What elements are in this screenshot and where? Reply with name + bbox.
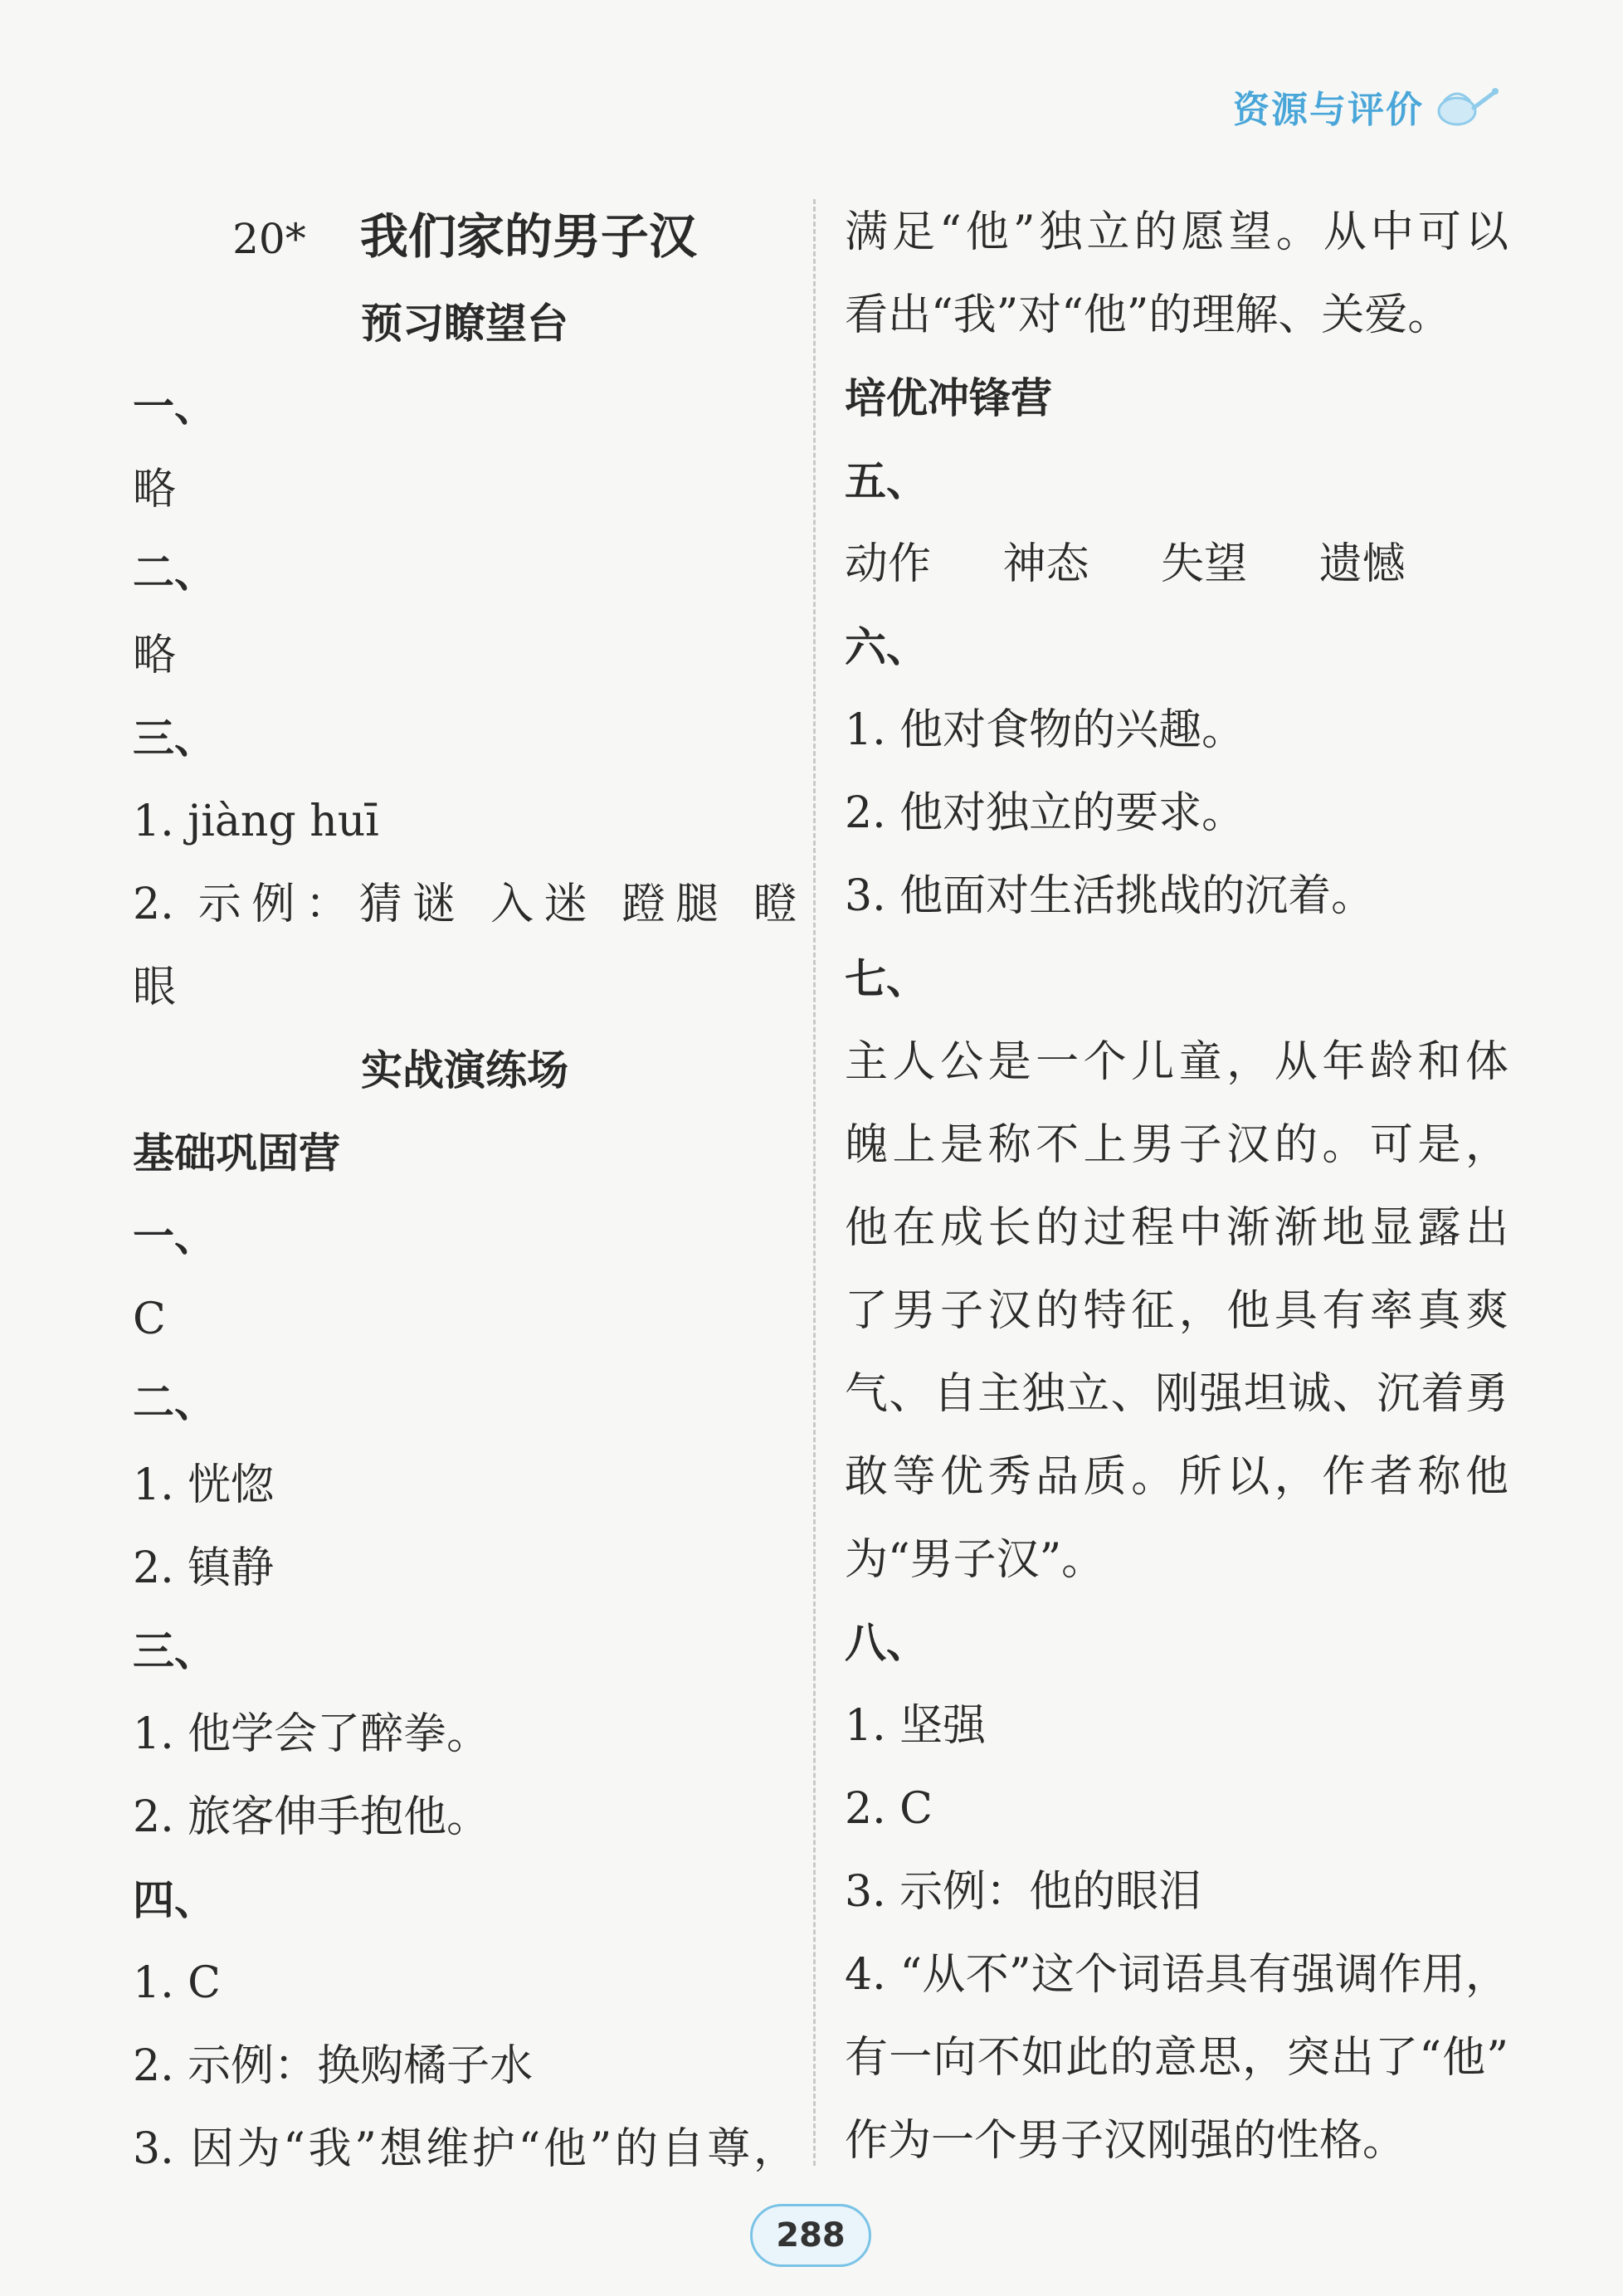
answer-line: 主人公是一个儿童，从年龄和体 xyxy=(845,1037,1508,1087)
answer-line: 了男子汉的特征，他具有率真爽 xyxy=(845,1286,1508,1336)
answer-line: 1. 他学会了醉拳。 xyxy=(133,1709,490,1759)
section-title-preview: 预习瞭望台 xyxy=(361,300,568,348)
answer-line: 敢等优秀品质。所以，作者称他 xyxy=(845,1452,1508,1502)
answer-line: 为“男子汉”。 xyxy=(845,1535,1105,1585)
answer-line: 眼 xyxy=(133,963,177,1012)
answer-line: 略 xyxy=(133,631,177,680)
answer-line: 3. 因为“我”想维护“他”的自尊， xyxy=(133,2124,797,2174)
answer-line: 3. 他面对生活挑战的沉着。 xyxy=(845,871,1375,921)
header-brand xyxy=(1233,80,1499,133)
answer-line: 他在成长的过程中渐渐地显露出 xyxy=(845,1203,1508,1253)
brand-text: 资源与评价 xyxy=(1233,89,1424,131)
question-number: 三、 xyxy=(133,1627,216,1675)
answer-word: 入迷 xyxy=(490,880,598,929)
question-number: 六、 xyxy=(845,623,928,671)
answer-word: 失望 xyxy=(1161,539,1248,589)
question-number: 一、 xyxy=(133,1212,216,1260)
answer-line: 略 xyxy=(133,465,177,514)
answer-line xyxy=(845,523,1508,606)
answer-line: 2. C xyxy=(845,1784,933,1834)
answer-word: 动作 xyxy=(845,539,932,589)
answer-line: 魄上是称不上男子汉的。可是， xyxy=(845,1120,1508,1170)
answer-line: 作为一个男子汉刚强的性格。 xyxy=(845,2116,1406,2166)
question-number: 二、 xyxy=(133,1378,216,1426)
answer-line: 4. “从不”这个词语具有强调作用， xyxy=(845,1950,1508,2000)
answer-line: 1. C xyxy=(133,1958,221,2008)
answer-label: 2. 示例： xyxy=(133,880,359,929)
question-number: 三、 xyxy=(133,714,216,763)
question-number: 八、 xyxy=(845,1619,928,1667)
answer-line xyxy=(133,863,797,946)
page-number: 288 xyxy=(750,2204,871,2267)
answer-line: 2. 旅客伸手抱他。 xyxy=(133,1792,490,1842)
left-column xyxy=(133,191,797,2191)
question-number: 二、 xyxy=(133,548,216,597)
answer-line: 1. 恍惚 xyxy=(133,1460,275,1510)
answer-line: 1. jiàng huī xyxy=(133,797,379,846)
answer-line: 看出“我”对“他”的理解、关爱。 xyxy=(845,290,1451,340)
question-number: 五、 xyxy=(845,457,928,505)
lesson-title: 我们家的男子汉 xyxy=(359,208,697,265)
answer-line: 有一向不如此的意思，突出了“他” xyxy=(845,2033,1508,2083)
answer-line: 2. 他对独立的要求。 xyxy=(845,788,1245,838)
answer-word: 遗憾 xyxy=(1318,539,1406,589)
answer-line: 气、自主独立、刚强坦诚、沉着勇 xyxy=(845,1369,1508,1419)
answer-line: 3. 示例：他的眼泪 xyxy=(845,1867,1202,1917)
question-number: 一、 xyxy=(133,383,216,431)
answer-line: 1. 他对食物的兴趣。 xyxy=(845,705,1245,755)
watering-can-icon xyxy=(1432,83,1499,129)
subsection-title: 基础巩固营 xyxy=(133,1129,340,1177)
lesson-number: 20* xyxy=(232,215,306,263)
answer-word: 蹬腿 xyxy=(621,880,729,929)
column-divider xyxy=(813,199,816,2166)
answer-line: 2. 示例：换购橘子水 xyxy=(133,2041,534,2091)
answer-word: 神态 xyxy=(1002,539,1089,589)
answer-line: 2. 镇静 xyxy=(133,1543,275,1593)
answer-word: 瞪 xyxy=(753,880,797,929)
answer-line: 1. 坚强 xyxy=(845,1701,987,1751)
question-number: 七、 xyxy=(845,955,928,1003)
subsection-title: 培优冲锋营 xyxy=(845,374,1052,422)
answer-line: C xyxy=(133,1294,166,1344)
question-number: 四、 xyxy=(133,1876,216,1924)
right-column xyxy=(845,191,1508,2182)
lesson-heading xyxy=(133,191,797,282)
answer-word: 猜谜 xyxy=(358,880,466,929)
answer-line: 满足“他”独立的愿望。从中可以 xyxy=(845,207,1508,257)
section-title-practice: 实战演练场 xyxy=(361,1046,568,1094)
